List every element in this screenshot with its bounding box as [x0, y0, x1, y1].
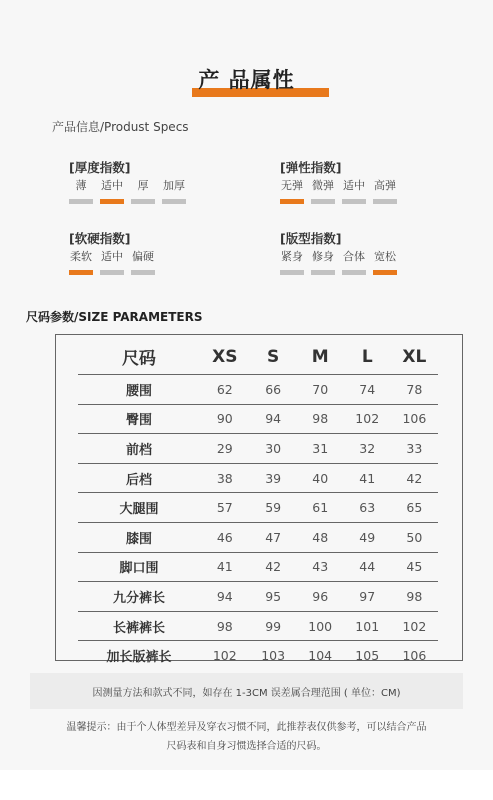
thickness-option-label: 薄: [75, 179, 87, 192]
table-row: [78, 493, 438, 523]
tip: [30, 718, 463, 756]
size-table-header-row: [78, 339, 438, 375]
elasticity-option-label: 无弹: [281, 179, 303, 192]
measurement-value: 59: [250, 493, 297, 523]
measurement-value: 44: [344, 552, 391, 582]
fit-indicator: [342, 270, 366, 275]
table-row: [78, 434, 438, 464]
elasticity-indicator: [311, 199, 335, 204]
measurement-value: 106: [391, 404, 438, 434]
fit-option: [311, 250, 335, 275]
measurement-value: 98: [297, 404, 344, 434]
table-row: [78, 611, 438, 641]
size-header-xl: XL: [391, 339, 438, 375]
measurement-value: 94: [250, 404, 297, 434]
thickness-title: [厚度指数]: [69, 160, 131, 175]
measurement-value: 90: [200, 404, 250, 434]
measurement-value: 103: [261, 648, 286, 664]
measurement-value: 66: [250, 375, 297, 405]
softness-option: [131, 250, 155, 275]
table-row: [78, 582, 438, 612]
softness-indicator: [100, 270, 124, 275]
measurement-value: 74: [344, 375, 391, 405]
measurement-value: 98: [200, 611, 250, 641]
fit-option: [342, 250, 366, 275]
measurement-value: 48: [297, 522, 344, 552]
tip-line-1: 温馨提示：由于个人体型差异及穿衣习惯不同，此推荐表仅供参考，可以结合产品: [66, 722, 427, 733]
fit-option-label: 修身: [312, 250, 334, 263]
thickness-option: [131, 179, 155, 204]
thickness-indicator: [162, 199, 186, 204]
table-row: [78, 552, 438, 582]
elasticity-indicator: [342, 199, 366, 204]
elasticity-option: [342, 179, 366, 204]
measurement-value: 42: [250, 552, 297, 582]
fit-indicator: [280, 270, 304, 275]
measurement-value: 39: [250, 463, 297, 493]
size-heading: 尺码参数/SIZE PARAMETERS: [26, 310, 203, 324]
specs-heading: 产品信息/Produst Specs: [52, 120, 189, 134]
elasticity-option: [311, 179, 335, 204]
softness-option-label: 柔软: [70, 250, 92, 263]
measurement-value: 97: [344, 582, 391, 612]
measurement-value: 50: [391, 522, 438, 552]
size-table-body: [78, 375, 438, 670]
measurement-value: 38: [200, 463, 250, 493]
fit-options: [280, 250, 404, 275]
softness-option: [69, 250, 93, 275]
measurement-value: 41: [344, 463, 391, 493]
softness-title: [软硬指数]: [69, 231, 131, 246]
size-header-s: S: [250, 339, 297, 375]
elasticity-option-label: 高弹: [374, 179, 396, 192]
elasticity-indicator: [373, 199, 397, 204]
measurement-value: 57: [200, 493, 250, 523]
thickness-indicator: [69, 199, 93, 204]
softness-options: [69, 250, 162, 275]
elasticity-option-label: 适中: [343, 179, 365, 192]
measurement-note-text: 因测量方法和款式不同，如存在 1-3CM 误差属合理范围 ( 单位：CM): [92, 687, 401, 699]
fit-option: [280, 250, 304, 275]
fit-option: [373, 250, 397, 275]
elasticity-option: [280, 179, 304, 204]
measurement-value: 46: [200, 522, 250, 552]
elasticity-option-label: 微弹: [312, 179, 334, 192]
measurement-value: 102: [391, 611, 438, 641]
measurement-value: 70: [297, 375, 344, 405]
measurement-label: 膝围: [78, 522, 200, 552]
measurement-value: 63: [344, 493, 391, 523]
thickness-option-label: 厚: [137, 179, 149, 192]
size-header-m: M: [297, 339, 344, 375]
measurement-value: 47: [250, 522, 297, 552]
table-row: [78, 641, 438, 670]
measurement-note: [30, 673, 463, 709]
softness-indicator: [131, 270, 155, 275]
measurement-label: 臀围: [78, 404, 200, 434]
measurement-value: 40: [297, 463, 344, 493]
fit-option-label: 紧身: [281, 250, 303, 263]
size-table-box: [55, 334, 463, 666]
measurement-label: 后档: [78, 463, 200, 493]
softness-option: [100, 250, 124, 275]
size-header-xs: XS: [200, 339, 250, 375]
measurement-value: 45: [391, 552, 438, 582]
measurement-label: 九分裤长: [78, 582, 200, 612]
measurement-value: 99: [250, 611, 297, 641]
measurement-value: 29: [200, 434, 250, 464]
measurement-value: 104: [308, 648, 333, 664]
measurement-value: 106: [402, 648, 427, 664]
thickness-option: [100, 179, 124, 204]
softness-option-label: 适中: [101, 250, 123, 263]
table-row: [78, 463, 438, 493]
measurement-value: 31: [297, 434, 344, 464]
thickness-group: [69, 158, 193, 204]
elasticity-selected-indicator: [280, 199, 304, 204]
page-title: 产 品属性: [198, 68, 295, 92]
thickness-indicator: [131, 199, 155, 204]
measurement-value: 101: [344, 611, 391, 641]
fit-group: [280, 229, 404, 275]
measurement-value: 105: [355, 648, 380, 664]
measurement-value: 42: [391, 463, 438, 493]
measurement-value: 95: [250, 582, 297, 612]
measurement-label: 脚口围: [78, 552, 200, 582]
measurement-label: 长裤裤长: [78, 611, 200, 641]
table-row: [78, 522, 438, 552]
thickness-option: [69, 179, 93, 204]
measurement-value: 94: [200, 582, 250, 612]
fit-selected-indicator: [373, 270, 397, 275]
tip-line-2: 尺码表和自身习惯选择合适的尺码。: [166, 741, 327, 752]
measurement-value: 33: [391, 434, 438, 464]
measurement-value: 41: [200, 552, 250, 582]
thickness-option: [162, 179, 186, 204]
measurement-value: 49: [344, 522, 391, 552]
fit-title: [版型指数]: [280, 231, 342, 246]
measurement-label: 前档: [78, 434, 200, 464]
measurement-label: 腰围: [78, 375, 200, 405]
measurement-value: 98: [391, 582, 438, 612]
title-wrap: [0, 64, 493, 94]
measurement-value: 62: [200, 375, 250, 405]
size-header-label: 尺码: [78, 339, 200, 375]
size-header-l: L: [344, 339, 391, 375]
softness-selected-indicator: [69, 270, 93, 275]
thickness-option-label: 适中: [101, 179, 123, 192]
thickness-option-label: 加厚: [163, 179, 185, 192]
elasticity-option: [373, 179, 397, 204]
measurement-label: 大腿围: [78, 493, 200, 523]
thickness-selected-indicator: [100, 199, 124, 204]
fit-option-label: 宽松: [374, 250, 396, 263]
measurement-label: 加长版裤长: [106, 650, 172, 666]
measurement-value: 102: [212, 648, 237, 664]
elasticity-options: [280, 179, 404, 204]
softness-group: [69, 229, 162, 275]
table-row: [78, 375, 438, 405]
elasticity-title: [弹性指数]: [280, 160, 342, 175]
thickness-options: [69, 179, 193, 204]
fit-option-label: 合体: [343, 250, 365, 263]
table-row: [78, 404, 438, 434]
softness-option-label: 偏硬: [132, 250, 154, 263]
measurement-value: 32: [344, 434, 391, 464]
elasticity-group: [280, 158, 404, 204]
measurement-value: 61: [297, 493, 344, 523]
measurement-value: 102: [344, 404, 391, 434]
measurement-value: 65: [391, 493, 438, 523]
measurement-value: 43: [297, 552, 344, 582]
size-table: [78, 339, 438, 670]
measurement-value: 78: [391, 375, 438, 405]
measurement-value: 96: [297, 582, 344, 612]
fit-indicator: [311, 270, 335, 275]
measurement-value: 100: [297, 611, 344, 641]
measurement-value: 30: [250, 434, 297, 464]
